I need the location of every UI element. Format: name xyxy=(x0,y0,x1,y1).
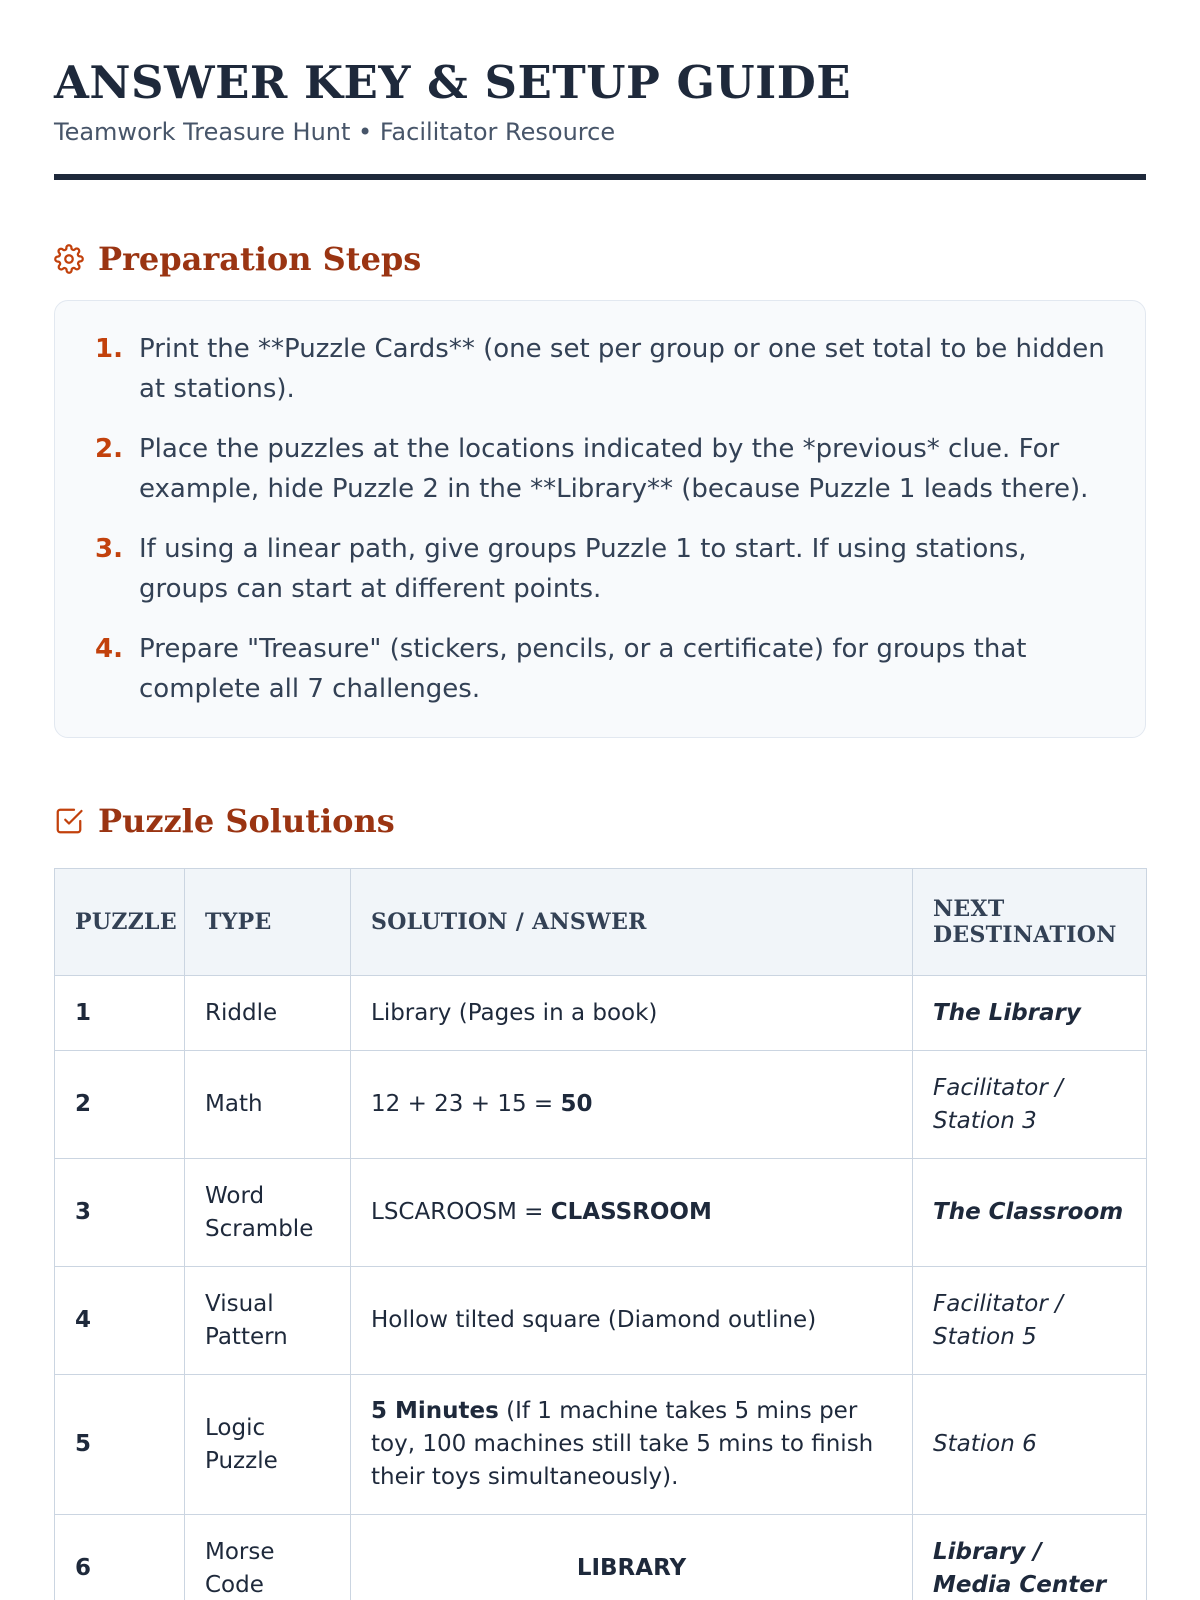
preparation-step xyxy=(95,529,1105,609)
next-destination: Station 6 xyxy=(913,1375,1147,1515)
puzzle-solution xyxy=(351,1267,913,1375)
preparation-step xyxy=(95,429,1105,509)
puzzle-type: Logic Puzzle xyxy=(185,1375,351,1515)
page-title: ANSWER KEY & SETUP GUIDE xyxy=(54,56,852,109)
next-destination: The Library xyxy=(913,976,1147,1051)
puzzle-solution xyxy=(351,1375,913,1515)
next-destination: Library / Media Center xyxy=(913,1515,1147,1600)
solutions-heading: Puzzle Solutions xyxy=(98,802,395,840)
puzzle-type: Visual Pattern xyxy=(185,1267,351,1375)
table-row xyxy=(55,976,1147,1051)
next-destination: The Classroom xyxy=(913,1159,1147,1267)
step-text: Print the **Puzzle Cards** (one set per group or one set total to be hidden at stations). xyxy=(139,334,1105,404)
solution-text: 12 + 23 + 15 = xyxy=(371,1091,561,1117)
table-row xyxy=(55,1515,1147,1600)
table-header-row xyxy=(55,869,1147,976)
column-header-puzzle: PUZZLE xyxy=(55,869,185,976)
puzzle-type: Math xyxy=(185,1051,351,1159)
puzzle-number: 1 xyxy=(55,976,185,1051)
puzzle-number: 3 xyxy=(55,1159,185,1267)
puzzle-solution xyxy=(351,1515,913,1600)
gear-icon xyxy=(54,244,84,274)
table-row xyxy=(55,1051,1147,1159)
puzzle-number: 4 xyxy=(55,1267,185,1375)
solution-text: Library (Pages in a book) xyxy=(371,999,658,1026)
next-destination: Facilitator / Station 5 xyxy=(913,1267,1147,1375)
page-subtitle: Teamwork Treasure Hunt • Facilitator Resource xyxy=(54,118,616,146)
preparation-box xyxy=(54,300,1146,738)
puzzle-type: Word Scramble xyxy=(185,1159,351,1267)
table-row xyxy=(55,1375,1147,1515)
puzzle-number: 5 xyxy=(55,1375,185,1515)
solution-answer: 50 xyxy=(560,1091,593,1117)
table-row xyxy=(55,1267,1147,1375)
puzzle-number: 2 xyxy=(55,1051,185,1159)
table-row xyxy=(55,1159,1147,1267)
solution-answer: 5 Minutes xyxy=(371,1398,499,1424)
step-number: 3. xyxy=(95,534,123,564)
header-divider xyxy=(54,174,1146,180)
puzzle-number: 6 xyxy=(55,1515,185,1600)
solution-text: Hollow tilted square (Diamond outline) xyxy=(371,1307,817,1333)
column-header-next-destination: NEXT DESTINATION xyxy=(913,869,1147,976)
step-number: 1. xyxy=(95,334,123,364)
step-text: Prepare "Treasure" (stickers, pencils, or a certificate) for groups that complete all 7 challenges. xyxy=(139,634,1027,704)
step-number: 4. xyxy=(95,634,123,664)
preparation-steps-list xyxy=(95,329,1105,709)
puzzle-type: Riddle xyxy=(185,976,351,1051)
checkbox-icon xyxy=(54,806,84,836)
puzzle-solution xyxy=(351,976,913,1051)
column-header-type: TYPE xyxy=(185,869,351,976)
solutions-section-header xyxy=(54,802,1146,840)
step-number: 2. xyxy=(95,434,123,464)
column-header-solution: SOLUTION / ANSWER xyxy=(351,869,913,976)
step-text: Place the puzzles at the locations indicated by the *previous* clue. For example, hide Puzzle 2 in the **Library** (because Puzzle 1 leads there). xyxy=(139,434,1089,504)
puzzle-type: Morse Code xyxy=(185,1515,351,1600)
solutions-table xyxy=(54,868,1147,1600)
preparation-heading: Preparation Steps xyxy=(98,240,422,278)
solution-answer: LIBRARY xyxy=(576,1555,687,1581)
next-destination: Facilitator / Station 3 xyxy=(913,1051,1147,1159)
puzzle-solution xyxy=(351,1159,913,1267)
solution-answer: CLASSROOM xyxy=(550,1199,712,1225)
step-text: If using a linear path, give groups Puzzle 1 to start. If using stations, groups can start at different points. xyxy=(139,534,1027,604)
solution-text: LSCAROOSM = xyxy=(371,1199,551,1225)
solution-text: (If 1 machine takes 5 mins per toy, 100 machines still take 5 mins to finish their toys simultaneously). xyxy=(371,1398,874,1490)
preparation-section-header xyxy=(54,240,1146,278)
preparation-step xyxy=(95,329,1105,409)
preparation-step xyxy=(95,629,1105,709)
puzzle-solution xyxy=(351,1051,913,1159)
